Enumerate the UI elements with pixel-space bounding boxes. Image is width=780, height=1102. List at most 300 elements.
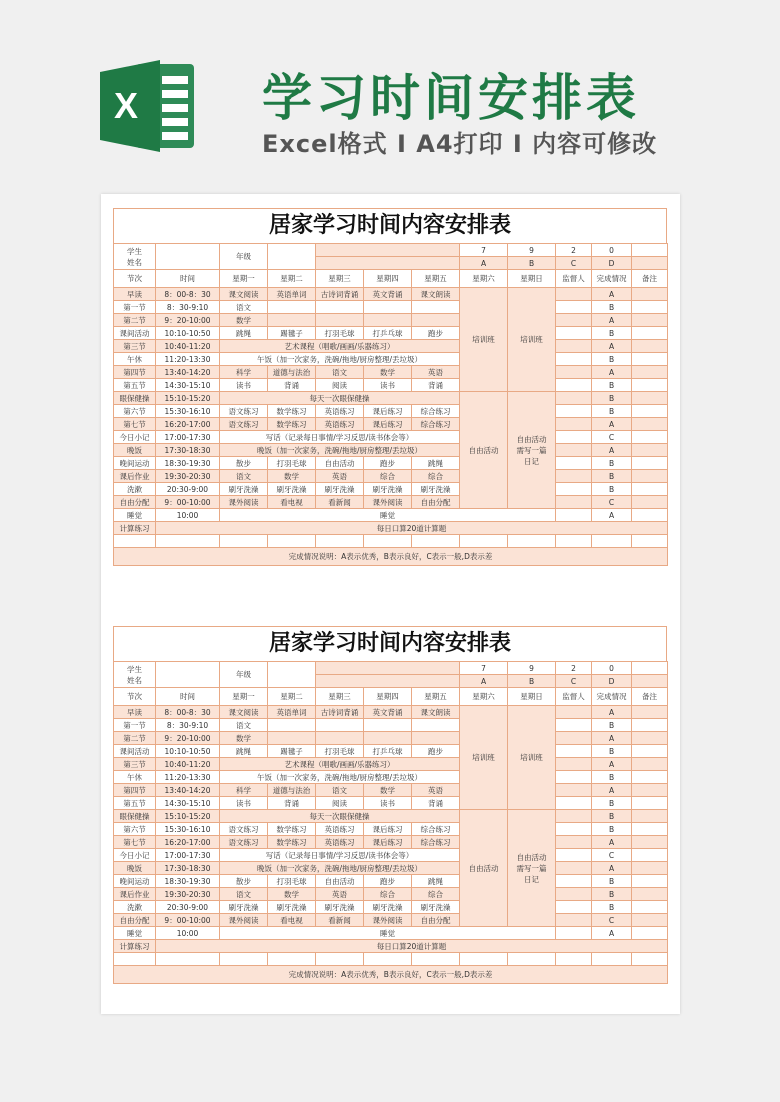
saturday-training-cell: 培训班	[460, 706, 508, 810]
completion-grade-cell: C	[592, 849, 632, 862]
period-cell: 自由分配	[114, 496, 156, 509]
time-cell: 10:00	[156, 509, 220, 522]
activity-cell: 语文	[220, 719, 268, 732]
blank-cell	[220, 535, 268, 548]
time-cell: 8：00-8：30	[156, 706, 220, 719]
supervisor-cell	[556, 301, 592, 314]
blank-cell	[632, 535, 668, 548]
sunday-training-cell: 培训班	[508, 288, 556, 392]
activity-cell: 刷牙洗澡	[268, 901, 316, 914]
activity-cell: 刷牙洗澡	[220, 483, 268, 496]
completion-grade-cell: B	[592, 901, 632, 914]
schedule-row	[114, 470, 668, 483]
activity-span-cell: 午饭（加一次家务，洗碗/拖地/厨房整理/丢垃圾）	[220, 353, 460, 366]
supervisor-cell	[556, 823, 592, 836]
activity-cell: 打羽毛球	[316, 745, 364, 758]
period-cell: 晚饭	[114, 444, 156, 457]
activity-cell: 打乒乓球	[364, 327, 412, 340]
saturday-free-cell: 自由活动	[460, 810, 508, 927]
info-letter: A	[460, 675, 508, 688]
activity-cell: 数学练习	[268, 836, 316, 849]
activity-cell	[268, 719, 316, 732]
activity-cell: 英语单词	[268, 288, 316, 301]
activity-cell: 读书	[364, 797, 412, 810]
activity-span-cell: 睡觉	[220, 927, 556, 940]
remarks-cell	[632, 301, 668, 314]
period-cell: 课后作业	[114, 888, 156, 901]
activity-cell	[316, 732, 364, 745]
activity-cell: 课后练习	[364, 836, 412, 849]
time-cell: 14:30-15:10	[156, 797, 220, 810]
info-blank	[316, 662, 460, 675]
column-header: 星期四	[364, 688, 412, 706]
student-name-value	[156, 244, 220, 270]
schedule-row	[114, 927, 668, 940]
activity-cell: 科学	[220, 366, 268, 379]
supervisor-cell	[556, 771, 592, 784]
info-digit: 2	[556, 244, 592, 257]
activity-cell: 英语练习	[316, 405, 364, 418]
period-cell: 睡觉	[114, 927, 156, 940]
supervisor-cell	[556, 366, 592, 379]
schedule-row	[114, 758, 668, 771]
column-header: 星期一	[220, 688, 268, 706]
activity-cell	[268, 314, 316, 327]
blank-cell	[460, 953, 508, 966]
blank-cell	[508, 953, 556, 966]
completion-grade-cell: B	[592, 771, 632, 784]
info-digit: 0	[592, 662, 632, 675]
schedule-row	[114, 732, 668, 745]
remarks-cell	[632, 405, 668, 418]
activity-span-cell: 晚饭（加一次家务，洗碗/拖地/厨房整理/丢垃圾）	[220, 444, 460, 457]
schedule-row	[114, 706, 668, 719]
schedule-row	[114, 875, 668, 888]
sunday-free-cell: 自由活动 需写一篇 日记	[508, 392, 556, 509]
remarks-cell	[632, 379, 668, 392]
info-blank	[632, 257, 668, 270]
activity-cell: 跑步	[364, 875, 412, 888]
column-header: 星期四	[364, 270, 412, 288]
period-cell: 早读	[114, 706, 156, 719]
activity-cell: 语文	[220, 470, 268, 483]
remarks-cell	[632, 758, 668, 771]
schedule-row	[114, 301, 668, 314]
time-cell: 10:10-10:50	[156, 327, 220, 340]
activity-cell: 英语单词	[268, 706, 316, 719]
remarks-cell	[632, 706, 668, 719]
activity-cell: 刷牙洗澡	[316, 483, 364, 496]
period-cell: 今日小记	[114, 849, 156, 862]
remarks-cell	[632, 288, 668, 301]
schedule-title: 居家学习时间内容安排表	[113, 626, 667, 661]
completion-grade-cell: B	[592, 888, 632, 901]
column-header: 星期五	[412, 270, 460, 288]
time-cell: 9：00-10:00	[156, 914, 220, 927]
column-header: 星期二	[268, 688, 316, 706]
activity-cell: 刷牙洗澡	[364, 901, 412, 914]
remarks-cell	[632, 431, 668, 444]
activity-cell: 课后练习	[364, 405, 412, 418]
supervisor-cell	[556, 875, 592, 888]
activity-cell	[412, 301, 460, 314]
calc-text: 每日口算20道计算题	[156, 940, 668, 953]
activity-cell	[316, 719, 364, 732]
activity-cell: 看电视	[268, 914, 316, 927]
activity-cell: 课文阅读	[220, 288, 268, 301]
period-cell: 第七节	[114, 836, 156, 849]
activity-span-cell: 睡觉	[220, 509, 556, 522]
activity-cell: 语文	[316, 366, 364, 379]
blank-cell	[592, 535, 632, 548]
completion-grade-cell: B	[592, 392, 632, 405]
supervisor-cell	[556, 888, 592, 901]
activity-cell: 数学	[364, 784, 412, 797]
grade-label: 年级	[220, 662, 268, 688]
activity-cell: 跑步	[412, 327, 460, 340]
activity-cell: 道德与法治	[268, 366, 316, 379]
activity-span-cell: 艺术课程（唱歌/画画/乐器练习）	[220, 340, 460, 353]
completion-grade-cell: A	[592, 706, 632, 719]
blank-row	[114, 535, 668, 548]
completion-grade-cell: B	[592, 301, 632, 314]
activity-cell: 踢毽子	[268, 327, 316, 340]
period-cell: 洗漱	[114, 901, 156, 914]
activity-cell: 自由分配	[412, 496, 460, 509]
period-cell: 第一节	[114, 719, 156, 732]
activity-cell: 看电视	[268, 496, 316, 509]
schedule-row	[114, 797, 668, 810]
completion-grade-cell: A	[592, 509, 632, 522]
activity-cell: 读书	[220, 379, 268, 392]
info-digit: 9	[508, 244, 556, 257]
activity-span-cell: 晚饭（加一次家务，洗碗/拖地/厨房整理/丢垃圾）	[220, 862, 460, 875]
activity-cell: 背诵	[268, 379, 316, 392]
activity-cell	[364, 301, 412, 314]
time-cell: 8：00-8：30	[156, 288, 220, 301]
activity-cell: 刷牙洗澡	[412, 483, 460, 496]
supervisor-cell	[556, 836, 592, 849]
time-cell: 14:30-15:10	[156, 379, 220, 392]
activity-cell: 综合练习	[412, 836, 460, 849]
column-header: 星期日	[508, 688, 556, 706]
supervisor-cell	[556, 340, 592, 353]
period-cell: 午休	[114, 771, 156, 784]
activity-cell: 数学	[364, 366, 412, 379]
activity-cell	[364, 732, 412, 745]
blank-cell	[556, 953, 592, 966]
activity-cell: 英语练习	[316, 823, 364, 836]
activity-cell: 刷牙洗澡	[268, 483, 316, 496]
completion-grade-cell: A	[592, 927, 632, 940]
info-digit: 9	[508, 662, 556, 675]
activity-span-cell: 每天一次眼保健操	[220, 810, 460, 823]
remarks-cell	[632, 784, 668, 797]
blank-cell	[364, 535, 412, 548]
schedule-row	[114, 823, 668, 836]
info-blank	[316, 244, 460, 257]
remarks-cell	[632, 366, 668, 379]
activity-cell	[412, 732, 460, 745]
column-header: 监督人	[556, 270, 592, 288]
blank-cell	[412, 535, 460, 548]
schedule-row	[114, 496, 668, 509]
completion-grade-cell: B	[592, 483, 632, 496]
completion-grade-cell: A	[592, 418, 632, 431]
time-cell: 16:20-17:00	[156, 836, 220, 849]
activity-cell: 综合练习	[412, 405, 460, 418]
time-cell: 13:40-14:20	[156, 366, 220, 379]
remarks-cell	[632, 314, 668, 327]
schedule-row	[114, 327, 668, 340]
column-header: 备注	[632, 270, 668, 288]
completion-grade-cell: A	[592, 732, 632, 745]
blank-cell	[592, 953, 632, 966]
completion-grade-cell: B	[592, 457, 632, 470]
period-cell: 课间活动	[114, 327, 156, 340]
activity-cell: 背诵	[268, 797, 316, 810]
remarks-cell	[632, 810, 668, 823]
activity-cell: 跑步	[412, 745, 460, 758]
completion-grade-cell: A	[592, 836, 632, 849]
supervisor-cell	[556, 405, 592, 418]
info-blank	[316, 257, 460, 270]
column-header: 星期一	[220, 270, 268, 288]
time-cell: 15:10-15:20	[156, 392, 220, 405]
remarks-cell	[632, 875, 668, 888]
schedule-row	[114, 418, 668, 431]
blank-cell	[364, 953, 412, 966]
period-cell: 课后作业	[114, 470, 156, 483]
info-blank	[632, 244, 668, 257]
period-cell: 晚饭	[114, 862, 156, 875]
remarks-cell	[632, 509, 668, 522]
activity-cell: 刷牙洗澡	[220, 901, 268, 914]
supervisor-cell	[556, 379, 592, 392]
schedule-title: 居家学习时间内容安排表	[113, 208, 667, 243]
supervisor-cell	[556, 483, 592, 496]
activity-cell: 英文背诵	[364, 288, 412, 301]
column-header: 备注	[632, 688, 668, 706]
time-cell: 11:20-13:30	[156, 353, 220, 366]
info-letter: B	[508, 257, 556, 270]
time-cell: 9：20-10:00	[156, 314, 220, 327]
time-cell: 17:30-18:30	[156, 862, 220, 875]
time-cell: 20:30-9:00	[156, 901, 220, 914]
supervisor-cell	[556, 862, 592, 875]
activity-span-cell: 写话（记录每日事情/学习反思/读书体会等）	[220, 431, 460, 444]
activity-cell: 打羽毛球	[268, 457, 316, 470]
supervisor-cell	[556, 418, 592, 431]
activity-cell: 看新闻	[316, 496, 364, 509]
activity-cell: 自由分配	[412, 914, 460, 927]
sunday-free-cell: 自由活动 需写一篇 日记	[508, 810, 556, 927]
remarks-cell	[632, 927, 668, 940]
activity-cell: 综合	[412, 888, 460, 901]
legend-row	[114, 548, 668, 566]
activity-cell: 看新闻	[316, 914, 364, 927]
activity-cell: 自由活动	[316, 457, 364, 470]
activity-cell	[364, 314, 412, 327]
completion-grade-cell: B	[592, 353, 632, 366]
column-header: 星期六	[460, 270, 508, 288]
period-cell: 眼保健操	[114, 810, 156, 823]
remarks-cell	[632, 392, 668, 405]
time-cell: 10:40-11:20	[156, 340, 220, 353]
period-cell: 今日小记	[114, 431, 156, 444]
activity-cell: 综合	[412, 470, 460, 483]
grade-value	[268, 244, 316, 270]
supervisor-cell	[556, 849, 592, 862]
completion-grade-cell: B	[592, 470, 632, 483]
time-cell: 11:20-13:30	[156, 771, 220, 784]
activity-cell: 古诗词背诵	[316, 288, 364, 301]
activity-cell: 语文练习	[220, 823, 268, 836]
time-cell: 19:30-20:30	[156, 470, 220, 483]
activity-span-cell: 艺术课程（唱歌/画画/乐器练习）	[220, 758, 460, 771]
calc-label: 计算练习	[114, 940, 156, 953]
activity-cell: 英语	[316, 888, 364, 901]
time-cell: 9：00-10:00	[156, 496, 220, 509]
period-cell: 第四节	[114, 784, 156, 797]
activity-cell: 跳绳	[412, 457, 460, 470]
activity-cell: 跳绳	[412, 875, 460, 888]
activity-cell: 课外阅读	[364, 914, 412, 927]
time-cell: 18:30-19:30	[156, 875, 220, 888]
calc-row	[114, 940, 668, 953]
time-cell: 17:00-17:30	[156, 431, 220, 444]
info-letter: C	[556, 257, 592, 270]
blank-cell	[316, 535, 364, 548]
schedule-row	[114, 719, 668, 732]
schedule-row	[114, 888, 668, 901]
schedule-row	[114, 340, 668, 353]
student-name-label: 学生 姓名	[114, 244, 156, 270]
schedule-row	[114, 745, 668, 758]
banner	[0, 0, 780, 180]
remarks-cell	[632, 470, 668, 483]
activity-cell: 语文	[220, 888, 268, 901]
activity-cell: 数学练习	[268, 405, 316, 418]
activity-cell: 散步	[220, 875, 268, 888]
completion-grade-cell: B	[592, 797, 632, 810]
calc-text: 每日口算20道计算题	[156, 522, 668, 535]
activity-cell: 语文练习	[220, 405, 268, 418]
activity-cell: 跳绳	[220, 327, 268, 340]
info-digit: 0	[592, 244, 632, 257]
time-cell: 18:30-19:30	[156, 457, 220, 470]
period-cell: 第二节	[114, 732, 156, 745]
blank-row	[114, 953, 668, 966]
period-cell: 第二节	[114, 314, 156, 327]
time-cell: 15:10-15:20	[156, 810, 220, 823]
supervisor-cell	[556, 496, 592, 509]
schedule-row	[114, 862, 668, 875]
blank-cell	[460, 535, 508, 548]
supervisor-cell	[556, 509, 592, 522]
column-header: 星期二	[268, 270, 316, 288]
activity-cell: 读书	[364, 379, 412, 392]
blank-cell	[114, 953, 156, 966]
activity-cell: 课外阅读	[364, 496, 412, 509]
blank-cell	[268, 535, 316, 548]
remarks-cell	[632, 901, 668, 914]
blank-cell	[412, 953, 460, 966]
supervisor-cell	[556, 927, 592, 940]
completion-grade-cell: A	[592, 758, 632, 771]
time-cell: 13:40-14:20	[156, 784, 220, 797]
activity-cell: 打乒乓球	[364, 745, 412, 758]
info-digit: 7	[460, 244, 508, 257]
period-cell: 第六节	[114, 405, 156, 418]
schedule-row	[114, 483, 668, 496]
activity-cell: 课外阅读	[220, 914, 268, 927]
blank-cell	[156, 535, 220, 548]
completion-grade-cell: B	[592, 405, 632, 418]
activity-cell	[268, 732, 316, 745]
info-row-digits	[114, 244, 668, 257]
supervisor-cell	[556, 797, 592, 810]
column-header: 星期五	[412, 688, 460, 706]
activity-span-cell: 每天一次眼保健操	[220, 392, 460, 405]
activity-cell: 打羽毛球	[268, 875, 316, 888]
grade-value	[268, 662, 316, 688]
completion-grade-cell: A	[592, 288, 632, 301]
schedule-table-2	[113, 626, 667, 984]
activity-cell	[316, 314, 364, 327]
supervisor-cell	[556, 353, 592, 366]
period-cell: 课间活动	[114, 745, 156, 758]
excel-logo-icon	[100, 60, 196, 152]
info-letter: C	[556, 675, 592, 688]
activity-cell: 跳绳	[220, 745, 268, 758]
period-cell: 第七节	[114, 418, 156, 431]
activity-cell: 散步	[220, 457, 268, 470]
info-blank	[632, 662, 668, 675]
info-letter: A	[460, 257, 508, 270]
info-digit: 2	[556, 662, 592, 675]
info-digit: 7	[460, 662, 508, 675]
schedule-row	[114, 771, 668, 784]
period-cell: 第三节	[114, 340, 156, 353]
time-cell: 17:30-18:30	[156, 444, 220, 457]
activity-cell: 综合	[364, 888, 412, 901]
activity-cell: 课文朗读	[412, 288, 460, 301]
schedule-row	[114, 849, 668, 862]
time-cell: 17:00-17:30	[156, 849, 220, 862]
student-name-value	[156, 662, 220, 688]
activity-cell: 数学	[220, 732, 268, 745]
activity-cell: 数学	[220, 314, 268, 327]
activity-cell: 数学练习	[268, 418, 316, 431]
supervisor-cell	[556, 758, 592, 771]
activity-cell: 英文背诵	[364, 706, 412, 719]
time-cell: 16:20-17:00	[156, 418, 220, 431]
supervisor-cell	[556, 901, 592, 914]
student-name-label: 学生 姓名	[114, 662, 156, 688]
activity-cell: 踢毽子	[268, 745, 316, 758]
blank-cell	[632, 953, 668, 966]
period-cell: 早读	[114, 288, 156, 301]
completion-grade-cell: B	[592, 875, 632, 888]
activity-cell	[412, 719, 460, 732]
sunday-training-cell: 培训班	[508, 706, 556, 810]
remarks-cell	[632, 353, 668, 366]
supervisor-cell	[556, 392, 592, 405]
activity-cell: 刷牙洗澡	[316, 901, 364, 914]
activity-cell: 语文	[220, 301, 268, 314]
info-letter: B	[508, 675, 556, 688]
